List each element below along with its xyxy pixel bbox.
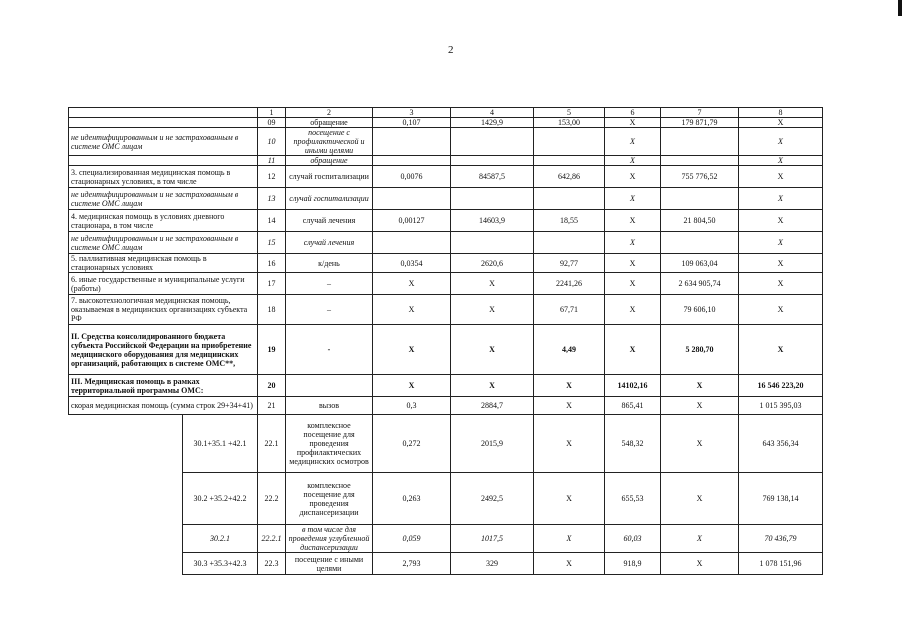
row-value-cell: 2620,6: [451, 254, 534, 273]
row-value-cell: [373, 232, 451, 254]
row-value-cell: X: [739, 232, 823, 254]
header-cell: 2: [286, 108, 373, 118]
row-value-cell: X: [739, 118, 823, 128]
row-value-cell: 865,41: [605, 397, 661, 415]
row-value-cell: X: [534, 473, 605, 525]
row-value-cell: 60,03: [605, 525, 661, 553]
row-value-cell: 21 804,50: [661, 210, 739, 232]
row-label-cell: [69, 156, 258, 166]
row-value-cell: 2241,26: [534, 273, 605, 295]
row-value-cell: [373, 156, 451, 166]
row-value-cell: X: [605, 118, 661, 128]
row-value-cell: [451, 156, 534, 166]
row-value-cell: X: [605, 273, 661, 295]
table-row: [69, 188, 823, 210]
row-value-cell: [661, 188, 739, 210]
row-value-cell: X: [373, 325, 451, 375]
row-value-cell: 0,0354: [373, 254, 451, 273]
row-value-cell: 70 436,79: [739, 525, 823, 553]
row-value-cell: 15: [258, 232, 286, 254]
row-value-cell: 109 063,04: [661, 254, 739, 273]
row-value-cell: к/день: [286, 254, 373, 273]
row-value-cell: [534, 188, 605, 210]
row-value-cell: 655,53: [605, 473, 661, 525]
table-row: [69, 325, 823, 375]
row-value-cell: 0,107: [373, 118, 451, 128]
indent-blank-cell: [69, 473, 183, 525]
row-value-cell: X: [739, 166, 823, 188]
row-value-cell: 2015,9: [451, 415, 534, 473]
row-value-cell: X: [605, 254, 661, 273]
budget-table: [68, 107, 823, 575]
row-value-cell: 2 634 905,74: [661, 273, 739, 295]
row-value-cell: 918,9: [605, 553, 661, 575]
row-value-cell: X: [451, 325, 534, 375]
row-value-cell: X: [605, 188, 661, 210]
row-value-cell: X: [534, 415, 605, 473]
row-label-cell: 5. паллиативная медицинская помощь в стационарных условиях: [69, 254, 258, 273]
row-value-cell: X: [661, 473, 739, 525]
row-value-cell: X: [739, 325, 823, 375]
row-value-cell: 2,793: [373, 553, 451, 575]
table-row: [69, 128, 823, 156]
row-value-cell: 179 871,79: [661, 118, 739, 128]
row-value-cell: 0,059: [373, 525, 451, 553]
row-value-cell: 755 776,52: [661, 166, 739, 188]
row-value-cell: -: [286, 325, 373, 375]
row-value-cell: [534, 232, 605, 254]
table-row: [69, 397, 823, 415]
row-value-cell: X: [373, 375, 451, 397]
row-label-cell: [69, 118, 258, 128]
row-value-cell: 22.3: [258, 553, 286, 575]
row-value-cell: 18,55: [534, 210, 605, 232]
header-blank-cell: [69, 108, 258, 118]
row-value-cell: X: [739, 273, 823, 295]
indent-blank-cell: [69, 415, 183, 473]
row-value-cell: вызов: [286, 397, 373, 415]
row-value-cell: 92,77: [534, 254, 605, 273]
row-value-cell: X: [534, 397, 605, 415]
row-value-cell: X: [534, 553, 605, 575]
header-cell: 8: [739, 108, 823, 118]
row-value-cell: 21: [258, 397, 286, 415]
row-value-cell: [286, 375, 373, 397]
header-cell: 3: [373, 108, 451, 118]
row-value-cell: –: [286, 295, 373, 325]
row-value-cell: –: [286, 273, 373, 295]
row-value-cell: 14603,9: [451, 210, 534, 232]
row-value-cell: 548,32: [605, 415, 661, 473]
row-value-cell: 14102,16: [605, 375, 661, 397]
row-label-cell: не идентифицированным и не застрахованным в системе ОМС лицам: [69, 128, 258, 156]
row-label-cell: не идентифицированным и не застрахованным в системе ОМС лицам: [69, 232, 258, 254]
table-row: [69, 156, 823, 166]
row-value-cell: X: [661, 415, 739, 473]
row-value-cell: случай лечения: [286, 210, 373, 232]
row-label-cell: скорая медицинская помощь (сумма строк 29+34+41): [69, 397, 258, 415]
row-value-cell: X: [661, 375, 739, 397]
row-value-cell: [661, 232, 739, 254]
row-value-cell: X: [605, 166, 661, 188]
row-value-cell: 22.2.1: [258, 525, 286, 553]
table-row: [69, 232, 823, 254]
header-cell: 4: [451, 108, 534, 118]
row-value-cell: [373, 188, 451, 210]
header-cell: 1: [258, 108, 286, 118]
row-value-cell: 4,49: [534, 325, 605, 375]
row-value-cell: 84587,5: [451, 166, 534, 188]
row-value-cell: посещение с профилактической и иными целями: [286, 128, 373, 156]
row-value-cell: случай госпитализации: [286, 166, 373, 188]
row-value-cell: X: [739, 156, 823, 166]
row-value-cell: X: [739, 128, 823, 156]
row-value-cell: 16: [258, 254, 286, 273]
row-label-cell: 7. высокотехнологичная медицинская помощь, оказываемая в медицинских организациях субъекта РФ: [69, 295, 258, 325]
row-value-cell: обращение: [286, 156, 373, 166]
row-value-cell: [534, 156, 605, 166]
row-label-cell: 3. специализированная медицинская помощь в стационарных условиях, в том числе: [69, 166, 258, 188]
row-value-cell: случай лечения: [286, 232, 373, 254]
row-value-cell: 2492,5: [451, 473, 534, 525]
row-value-cell: 19: [258, 325, 286, 375]
row-code-cell: 30.3 +35.3+42.3: [183, 553, 258, 575]
table-row: [69, 254, 823, 273]
row-value-cell: X: [739, 210, 823, 232]
row-value-cell: [661, 128, 739, 156]
table-row: [69, 375, 823, 397]
row-value-cell: X: [373, 295, 451, 325]
row-code-cell: 30.2 +35.2+42.2: [183, 473, 258, 525]
row-label-cell: не идентифицированным и не застрахованным в системе ОМС лицам: [69, 188, 258, 210]
row-value-cell: 22.2: [258, 473, 286, 525]
row-value-cell: X: [739, 188, 823, 210]
table-row: [69, 118, 823, 128]
row-value-cell: посещение с иными целями: [286, 553, 373, 575]
row-value-cell: [373, 128, 451, 156]
row-value-cell: 769 138,14: [739, 473, 823, 525]
row-value-cell: комплексное посещение для проведения профилактических медицинских осмотров: [286, 415, 373, 473]
row-value-cell: X: [661, 553, 739, 575]
row-value-cell: 0,3: [373, 397, 451, 415]
indent-blank-cell: [69, 553, 183, 575]
row-value-cell: [451, 232, 534, 254]
row-value-cell: 13: [258, 188, 286, 210]
row-value-cell: комплексное посещение для проведения диспансеризации: [286, 473, 373, 525]
row-value-cell: X: [451, 375, 534, 397]
table-row: [69, 415, 823, 473]
row-value-cell: случай госпитализации: [286, 188, 373, 210]
row-value-cell: 329: [451, 553, 534, 575]
header-cell: 7: [661, 108, 739, 118]
table-row: [69, 553, 823, 575]
row-value-cell: X: [661, 397, 739, 415]
row-label-cell: 6. иные государственные и муниципальные услуги (работы): [69, 273, 258, 295]
row-value-cell: X: [534, 375, 605, 397]
page-edge-mark: [898, 0, 902, 16]
row-value-cell: 11: [258, 156, 286, 166]
row-value-cell: 79 606,10: [661, 295, 739, 325]
row-value-cell: 16 546 223,20: [739, 375, 823, 397]
row-value-cell: X: [605, 325, 661, 375]
row-label-cell: III. Медицинская помощь в рамках территориальной программы ОМС:: [69, 375, 258, 397]
row-value-cell: 17: [258, 273, 286, 295]
row-value-cell: 0,272: [373, 415, 451, 473]
row-value-cell: 153,00: [534, 118, 605, 128]
row-value-cell: X: [605, 232, 661, 254]
row-value-cell: 18: [258, 295, 286, 325]
table-row: [69, 295, 823, 325]
row-value-cell: 1429,9: [451, 118, 534, 128]
table-row: [69, 210, 823, 232]
row-value-cell: 1017,5: [451, 525, 534, 553]
table-row: [69, 473, 823, 525]
table-header-row: [69, 108, 823, 118]
row-value-cell: 643 356,34: [739, 415, 823, 473]
row-value-cell: X: [605, 128, 661, 156]
row-value-cell: 0,0076: [373, 166, 451, 188]
row-value-cell: 12: [258, 166, 286, 188]
row-value-cell: [451, 128, 534, 156]
table-row: [69, 166, 823, 188]
row-value-cell: 22.1: [258, 415, 286, 473]
row-label-cell: 4. медицинская помощь в условиях дневного стационара, в том числе: [69, 210, 258, 232]
row-value-cell: 1 078 151,96: [739, 553, 823, 575]
row-value-cell: X: [534, 525, 605, 553]
row-label-cell: II. Средства консолидированного бюджета субъекта Российской Федерации на приобретение медицинского оборудования для медицинских организаций, работающих в системе ОМС**,: [69, 325, 258, 375]
row-value-cell: 67,71: [534, 295, 605, 325]
row-value-cell: обращение: [286, 118, 373, 128]
row-value-cell: X: [739, 295, 823, 325]
row-value-cell: 642,86: [534, 166, 605, 188]
table-row: [69, 525, 823, 553]
table-row: [69, 273, 823, 295]
row-value-cell: X: [451, 295, 534, 325]
row-value-cell: 10: [258, 128, 286, 156]
row-value-cell: 5 280,70: [661, 325, 739, 375]
row-value-cell: [451, 188, 534, 210]
row-value-cell: [661, 156, 739, 166]
row-value-cell: X: [661, 525, 739, 553]
row-code-cell: 30.2.1: [183, 525, 258, 553]
row-value-cell: 14: [258, 210, 286, 232]
header-cell: 5: [534, 108, 605, 118]
row-value-cell: 0,263: [373, 473, 451, 525]
row-value-cell: в том числе для проведения углубленной диспансеризации: [286, 525, 373, 553]
row-value-cell: X: [605, 210, 661, 232]
row-value-cell: [534, 128, 605, 156]
indent-blank-cell: [69, 525, 183, 553]
row-value-cell: X: [605, 156, 661, 166]
row-value-cell: 20: [258, 375, 286, 397]
row-value-cell: 1 015 395,03: [739, 397, 823, 415]
row-value-cell: 0,00127: [373, 210, 451, 232]
row-value-cell: 2884,7: [451, 397, 534, 415]
row-value-cell: 09: [258, 118, 286, 128]
row-value-cell: X: [739, 254, 823, 273]
row-value-cell: X: [373, 273, 451, 295]
header-cell: 6: [605, 108, 661, 118]
row-value-cell: X: [451, 273, 534, 295]
row-code-cell: 30.1+35.1 +42.1: [183, 415, 258, 473]
row-value-cell: X: [605, 295, 661, 325]
page-number: 2: [448, 44, 454, 56]
